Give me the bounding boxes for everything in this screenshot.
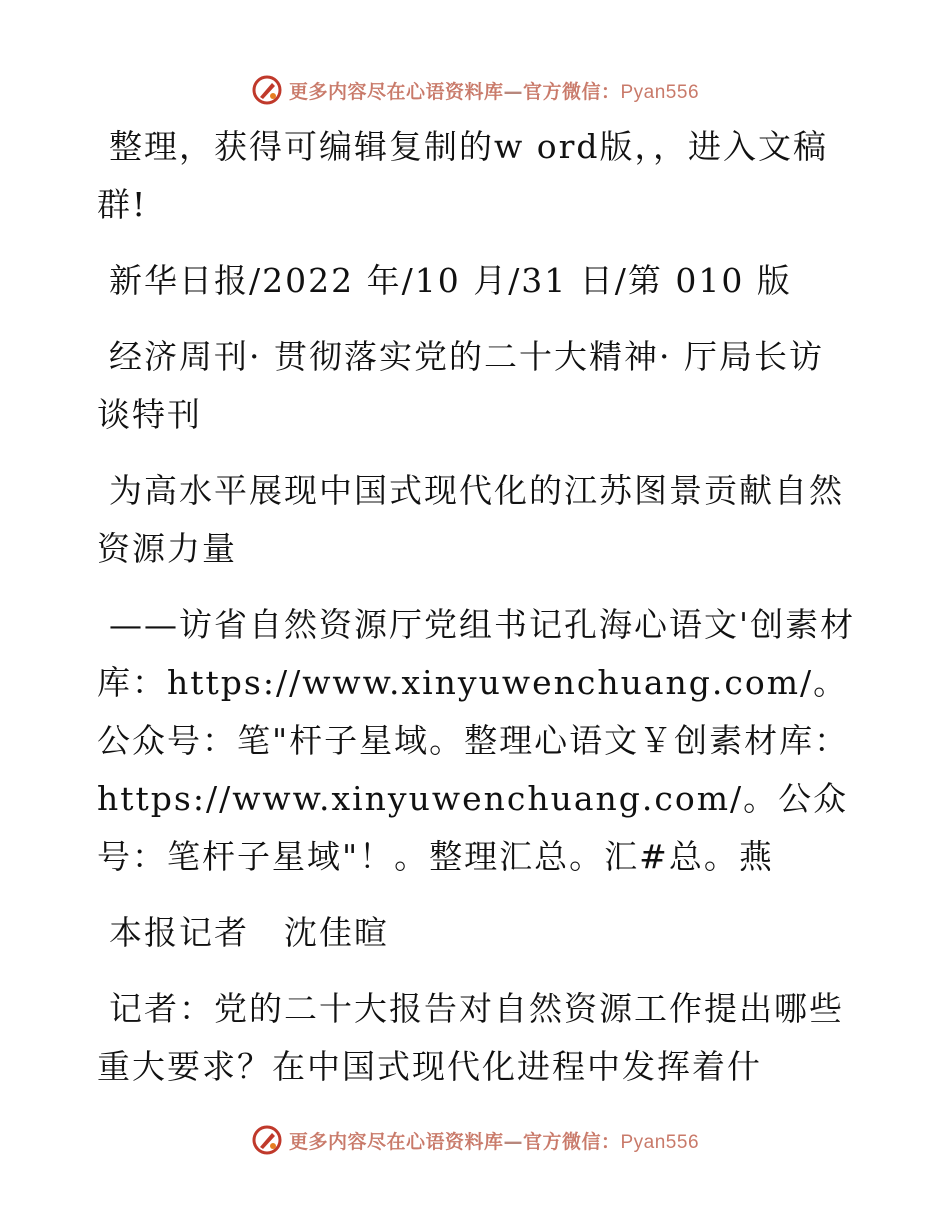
watermark-handle: Pyan556 (620, 1131, 700, 1153)
watermark-main: 更多内容尽在心语资料库 (288, 1130, 504, 1153)
pen-logo-icon (251, 74, 283, 106)
watermark-handle: Pyan556 (620, 81, 700, 103)
article-title: 为高水平展现中国式现代化的江苏图景贡献自然资源力量 (97, 471, 844, 568)
paragraph-question: 记者：党的二十大报告对自然资源工作提出哪些重大要求？在中国式现代化进程中发挥着什 (97, 989, 844, 1086)
article-subtitle: ——访省自然资源厅党组书记孔海心语文'创素材库：https://www.xinyuwenchuang.com/。公众号：笔"杆子星域。整理心语文￥创素材库：https://www.xinyuwenchuang.com/。公众号：笔杆子星域"！。整理汇总。汇#总。燕 (97, 605, 856, 876)
paragraph-section: 经济周刊· 贯彻落实党的二十大精神· 厅局长访谈特刊 (97, 337, 824, 434)
byline: 本报记者 沈佳暄 (109, 913, 389, 952)
paragraph-intro: 整理，获得可编辑复制的w ord版，，进入文稿群! (97, 127, 829, 224)
watermark-text (289, 77, 699, 104)
watermark-text (289, 1127, 699, 1154)
paragraph-source: 新华日报/2022 年/10 月/31 日/第 010 版 (109, 261, 792, 300)
watermark-dash: — (503, 80, 523, 103)
pen-logo-icon (251, 1124, 283, 1156)
document-body (97, 118, 857, 1114)
footer-watermark (0, 1120, 950, 1160)
watermark-main: 更多内容尽在心语资料库 (288, 80, 504, 103)
watermark-dash: — (503, 1130, 523, 1153)
watermark-label: 官方微信： (522, 1130, 621, 1153)
header-watermark (0, 70, 950, 110)
watermark-label: 官方微信： (522, 80, 621, 103)
